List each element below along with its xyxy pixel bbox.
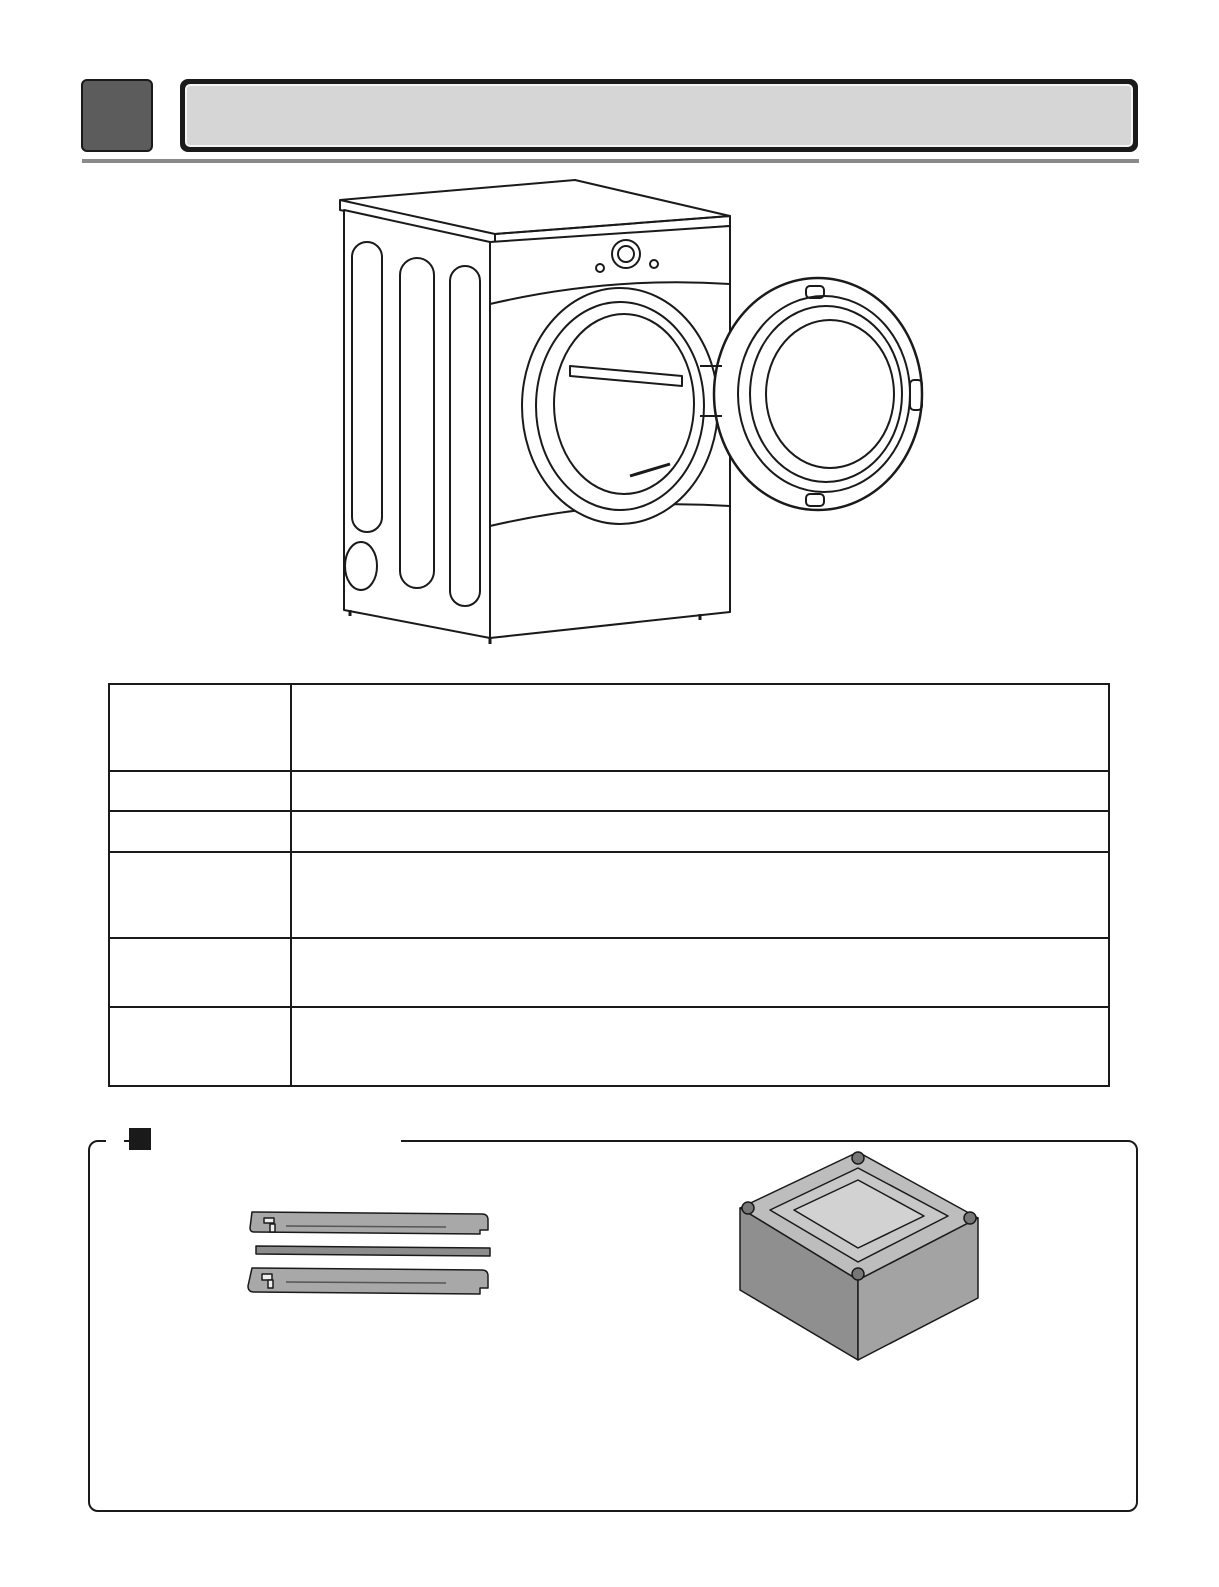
spec-row — [110, 770, 1108, 810]
spec-row — [110, 810, 1108, 851]
spec-value — [294, 685, 1108, 770]
spec-table — [108, 683, 1110, 1087]
spec-row — [110, 1006, 1108, 1085]
spec-value — [294, 812, 1108, 851]
spec-value — [294, 939, 1108, 1006]
section-number-box — [81, 79, 153, 152]
accessories-frame-gap — [106, 1134, 124, 1146]
accessories-bullet-square — [129, 1128, 151, 1150]
spec-value — [294, 772, 1108, 810]
pedestal-illustration — [730, 1150, 992, 1370]
spec-value — [294, 1008, 1108, 1085]
section-title-bar-inner — [185, 84, 1133, 147]
spec-label — [110, 812, 292, 851]
section-title-bar — [180, 79, 1138, 152]
stacking-kit-illustration — [246, 1206, 498, 1304]
spec-value — [294, 853, 1108, 937]
dryer-illustration — [330, 176, 970, 652]
spec-label — [110, 939, 292, 1006]
spec-label — [110, 1008, 292, 1085]
accessories-title-gap — [151, 1134, 401, 1146]
header-divider — [82, 159, 1139, 163]
spec-row — [110, 937, 1108, 1006]
spec-label — [110, 853, 292, 937]
spec-label — [110, 685, 292, 770]
spec-row — [110, 685, 1108, 770]
spec-row — [110, 851, 1108, 937]
spec-label — [110, 772, 292, 810]
